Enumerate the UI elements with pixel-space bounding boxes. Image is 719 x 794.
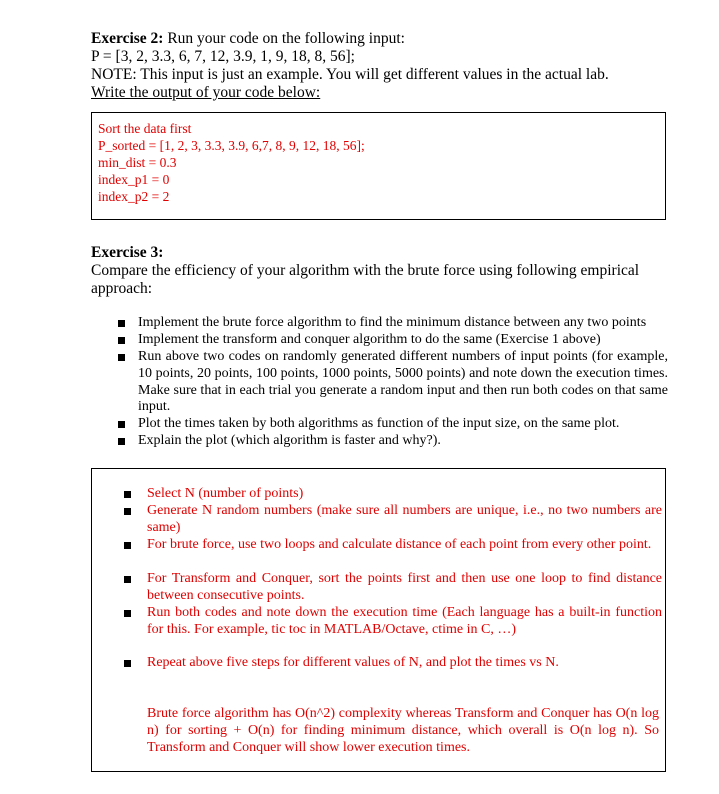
exercise3-intro-line2: approach: bbox=[91, 280, 153, 297]
exercise2-heading: Exercise 2: bbox=[91, 30, 164, 47]
bullet-square-icon bbox=[118, 421, 125, 428]
bullet-square-icon bbox=[124, 576, 131, 583]
answer-line-min-dist: min_dist = 0.3 bbox=[98, 155, 177, 170]
exercise2-note: NOTE: This input is just an example. You will get different values in the actual lab. bbox=[91, 66, 609, 83]
bullet-square-icon bbox=[124, 660, 131, 667]
exercise2-input: P = [3, 2, 3.3, 6, 7, 12, 3.9, 1, 9, 18, 8, 56]; bbox=[91, 48, 355, 65]
exercise2-write-output: Write the output of your code below: bbox=[91, 84, 321, 101]
bullet-square-icon bbox=[124, 508, 131, 515]
exercise2-heading-rest: Run your code on the following input: bbox=[163, 30, 405, 47]
exercise3-bullet-2: Implement the transform and conquer algorithm to do the same (Exercise 1 above) bbox=[138, 332, 601, 347]
exercise3-bullet-5: Explain the plot (which algorithm is faster and why?). bbox=[138, 433, 441, 448]
exercise3-bullet-1: Implement the brute force algorithm to find the minimum distance between any two points bbox=[138, 315, 647, 330]
answer-bullet-1: Select N (number of points) bbox=[147, 486, 304, 501]
answer-bullet-4: For Transform and Conquer, sort the points first and then use one loop to find distance between consecutive points. bbox=[147, 571, 662, 603]
exercise3-bullet-4: Plot the times taken by both algorithms as function of the input size, on the same plot. bbox=[138, 416, 620, 431]
exercise3-heading: Exercise 3: bbox=[91, 244, 164, 261]
bullet-square-icon bbox=[118, 320, 125, 327]
bullet-square-icon bbox=[118, 438, 125, 445]
answer-bullet-2: Generate N random numbers (make sure all numbers are unique, i.e., no two numbers are same) bbox=[147, 503, 662, 535]
answer-line-sort: Sort the data first bbox=[98, 121, 192, 136]
bullet-square-icon bbox=[124, 491, 131, 498]
exercise3-intro-line1: Compare the efficiency of your algorithm with the brute force using following empirical bbox=[91, 262, 640, 279]
exercise2-title bbox=[91, 30, 405, 48]
answer-conclusion: Brute force algorithm has O(n^2) complexity whereas Transform and Conquer has O(n log n) for sorting + O(n) for finding minimum distance, which overall is O(n log n). So Transform and Conquer will show lower execution times. bbox=[147, 706, 659, 755]
exercise3-title bbox=[91, 244, 163, 262]
answer-bullet-5: Run both codes and note down the execution time (Each language has a built-in function for this. For example, tic toc in MATLAB/Octave, ctime in C, …) bbox=[147, 605, 662, 637]
bullet-square-icon bbox=[118, 337, 125, 344]
bullet-square-icon bbox=[118, 354, 125, 361]
exercise3-bullet-3: Run above two codes on randomly generated different numbers of input points (for example, 10 points, 20 points, 100 points, 1000 points, 5000 points) and note down the execution times. Make sure that in each trial you generate a random input and then run both codes on that same input. bbox=[138, 349, 668, 415]
answer-line-index-p1: index_p1 = 0 bbox=[98, 172, 170, 187]
bullet-square-icon bbox=[124, 610, 131, 617]
bullet-square-icon bbox=[124, 542, 131, 549]
answer-line-sorted: P_sorted = [1, 2, 3, 3.3, 3.9, 6,7, 8, 9, 12, 18, 56]; bbox=[98, 138, 365, 153]
answer-line-index-p2: index_p2 = 2 bbox=[98, 189, 170, 204]
answer-bullet-6: Repeat above five steps for different values of N, and plot the times vs N. bbox=[147, 655, 559, 670]
answer-bullet-3: For brute force, use two loops and calculate distance of each point from every other point. bbox=[147, 537, 652, 552]
